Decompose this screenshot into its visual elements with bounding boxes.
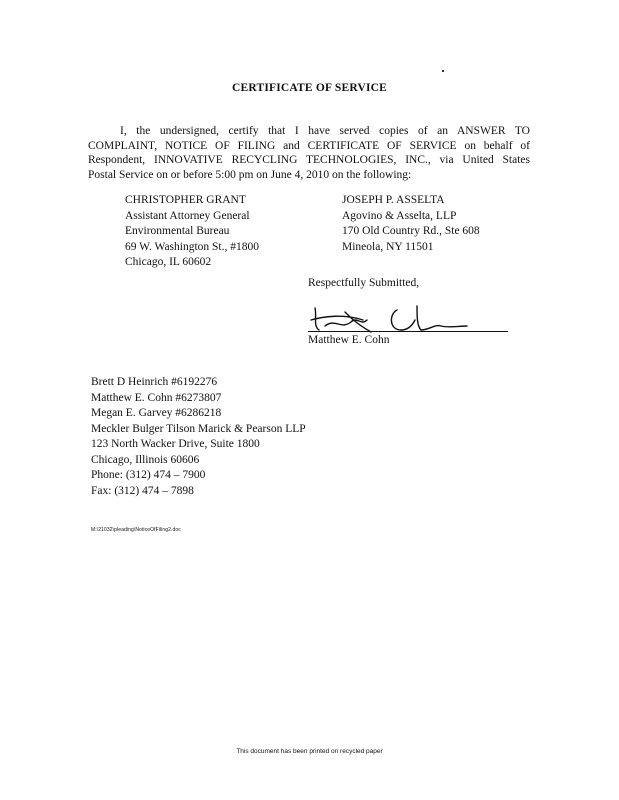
recipient-name: CHRISTOPHER GRANT [125,194,246,206]
firm-name: Meckler Bulger Tilson Marick & Pearson LLP [91,422,306,435]
firm-phone: Phone: (312) 474 – 7900 [91,469,206,481]
recipient-city: Mineola, NY 11501 [342,240,434,253]
firm-city: Chicago, Illinois 60606 [91,453,200,466]
recipient-address-asselta [342,193,480,255]
attorney-line: Matthew E. Cohn #6273807 [91,391,222,404]
signature-line [308,331,508,332]
handwritten-signature [305,296,510,336]
paragraph-line: Postal Service on or before 5:00 pm on June 4, 2010 on the following: [88,168,412,181]
recipient-title: Assistant Attorney General [125,209,250,222]
file-path: M:\21032\pleading\NoticeOfFiling2.doc [91,527,181,533]
firm-street: 123 North Wacker Drive, Suite 1800 [91,438,260,450]
recycled-paper-footer: This document has been printed on recycled paper [236,748,383,755]
paragraph-line: Respondent, INNOVATIVE RECYCLING TECHNOLOGIES, INC., via United States [88,154,530,166]
attorney-line: Megan E. Garvey #6286218 [91,407,222,419]
document-title: CERTIFICATE OF SERVICE [231,82,388,94]
paragraph-line: COMPLAINT, NOTICE OF FILING and CERTIFICATE OF SERVICE on behalf of [88,139,530,152]
recipient-street: 69 W. Washington St., #1800 [125,240,260,253]
recipient-bureau: Environmental Bureau [125,225,230,237]
recipient-street: 170 Old Country Rd., Ste 608 [342,225,480,237]
firm-fax: Fax: (312) 474 – 7898 [91,484,194,497]
signer-name: Matthew E. Cohn [308,334,390,346]
recipient-firm: Agovino & Asselta, LLP [342,209,457,222]
certification-paragraph [88,124,530,182]
attorney-contact-block [91,375,306,499]
attorney-line: Brett D Heinrich #6192276 [91,376,218,388]
recipient-address-grant [125,193,259,271]
recipient-city: Chicago, IL 60602 [125,256,212,268]
closing-text: Respectfully Submitted, [308,277,420,289]
recipient-name: JOSEPH P. ASSELTA [342,194,445,206]
paragraph-line: I, the undersigned, certify that I have served copies of an ANSWER TO [120,125,530,137]
scan-mark [442,70,444,72]
